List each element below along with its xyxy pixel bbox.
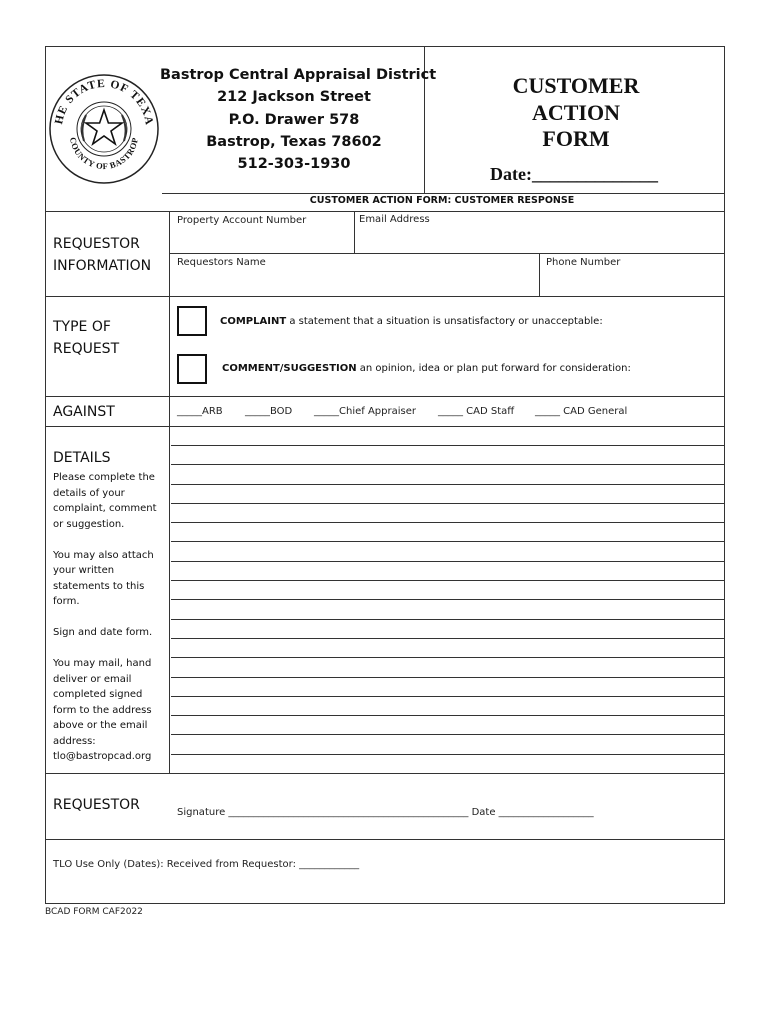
- details-label: DETAILS: [53, 450, 111, 466]
- request-type-label-line2: REQUEST: [53, 341, 120, 357]
- against-option-cad-general[interactable]: _____ CAD General: [535, 406, 628, 417]
- complaint-term: COMPLAINT: [220, 316, 287, 327]
- seal-outer-text: HE STATE OF TEXA: [53, 77, 156, 127]
- details-write-line[interactable]: [171, 734, 724, 735]
- frame-left: [45, 46, 46, 904]
- requestor-info-label: [53, 233, 151, 277]
- details-write-line[interactable]: [171, 619, 724, 620]
- phone-divider: [539, 253, 540, 296]
- header-bottom-line: [162, 193, 725, 194]
- request-type-label-line1: TYPE OF: [53, 319, 111, 335]
- seal-inner-text: COUNTY OF BASTROP: [67, 136, 140, 172]
- frame-right: [724, 46, 725, 904]
- comment-option: [222, 363, 631, 374]
- org-name: Bastrop Central Appraisal District: [160, 67, 437, 83]
- details-write-line[interactable]: [171, 503, 724, 504]
- header-date-field[interactable]: Date:______________: [490, 164, 658, 184]
- form-code-footer: BCAD FORM CAF2022: [45, 907, 143, 917]
- details-write-line[interactable]: [171, 638, 724, 639]
- signature-date-line[interactable]: Signature ________________________________________________ Date ___________________: [177, 807, 594, 818]
- texas-seal: [48, 73, 160, 185]
- svg-text:COUNTY OF BASTROP: [68, 136, 140, 171]
- details-write-line[interactable]: [171, 599, 724, 600]
- comment-checkbox[interactable]: [177, 354, 207, 384]
- type-section-bottom: [45, 396, 725, 397]
- frame-bottom: [45, 903, 725, 904]
- against-section-bottom: [45, 426, 725, 427]
- tlo-use-only: TLO Use Only (Dates): Received from Requestor: ____________: [53, 859, 360, 870]
- against-option-chief-appraiser[interactable]: _____Chief Appraiser: [314, 406, 416, 417]
- requestor-info-label-line1: REQUESTOR: [53, 236, 140, 252]
- form-title: [428, 73, 724, 153]
- against-option-bod[interactable]: _____BOD: [245, 406, 293, 417]
- req-row-divider: [169, 253, 725, 254]
- frame-top: [45, 46, 725, 47]
- district-address-block: [160, 64, 437, 175]
- details-section-bottom: [45, 773, 725, 774]
- complaint-checkbox[interactable]: [177, 306, 207, 336]
- requestor-info-label-line2: INFORMATION: [53, 258, 152, 274]
- details-write-line[interactable]: [171, 522, 724, 523]
- comment-term: COMMENT/SUGGESTION: [222, 363, 357, 374]
- requestor-sign-label: REQUESTOR: [53, 797, 140, 813]
- form-banner: CUSTOMER ACTION FORM: CUSTOMER RESPONSE: [309, 195, 575, 206]
- email-divider: [354, 211, 355, 253]
- details-instructions: [53, 470, 165, 765]
- street-address: 212 Jackson Street: [217, 89, 371, 106]
- req-section-bottom: [45, 296, 725, 297]
- district-phone: 512-303-1930: [237, 156, 351, 173]
- form-title-line2: ACTION: [531, 99, 620, 125]
- account-number-field[interactable]: Property Account Number: [177, 215, 307, 226]
- against-option-cad-staff[interactable]: _____ CAD Staff: [438, 406, 515, 417]
- phone-number-field[interactable]: Phone Number: [546, 257, 621, 268]
- requestor-name-field[interactable]: Requestors Name: [177, 257, 266, 268]
- details-write-line[interactable]: [171, 445, 724, 446]
- against-label: AGAINST: [53, 404, 115, 420]
- po-box: P.O. Drawer 578: [228, 111, 360, 128]
- details-note-mail: You may mail, hand deliver or email completed signed form to the address above or the email address: tlo@bastropcad.org: [53, 658, 152, 762]
- details-write-line[interactable]: [171, 464, 724, 465]
- details-write-line[interactable]: [171, 677, 724, 678]
- details-write-line[interactable]: [171, 541, 724, 542]
- city-state-zip: Bastrop, Texas 78602: [206, 133, 382, 150]
- details-write-line[interactable]: [171, 715, 724, 716]
- form-title-line3: FORM: [542, 126, 610, 151]
- details-write-line[interactable]: [171, 696, 724, 697]
- email-field[interactable]: Email Address: [359, 214, 430, 225]
- request-type-label: [53, 316, 119, 360]
- sign-section-bottom: [45, 839, 725, 840]
- details-note-attach: You may also attach your written statements to this form.: [53, 549, 154, 607]
- details-write-line[interactable]: [171, 657, 724, 658]
- complaint-option: [220, 316, 603, 327]
- against-option-arb[interactable]: _____ARB: [177, 406, 223, 417]
- banner-bottom-line: [45, 211, 725, 212]
- details-write-line[interactable]: [171, 580, 724, 581]
- details-note-sign: Sign and date form.: [53, 627, 153, 638]
- details-write-line[interactable]: [171, 754, 724, 755]
- details-note-complete: Please complete the details of your complaint, comment or suggestion.: [53, 472, 157, 530]
- details-write-line[interactable]: [171, 484, 724, 485]
- form-title-line1: CUSTOMER: [512, 73, 640, 98]
- complaint-description: a statement that a situation is unsatisfactory or unacceptable:: [286, 316, 603, 327]
- details-write-line[interactable]: [171, 561, 724, 562]
- comment-description: an opinion, idea or plan put forward for consideration:: [356, 363, 631, 374]
